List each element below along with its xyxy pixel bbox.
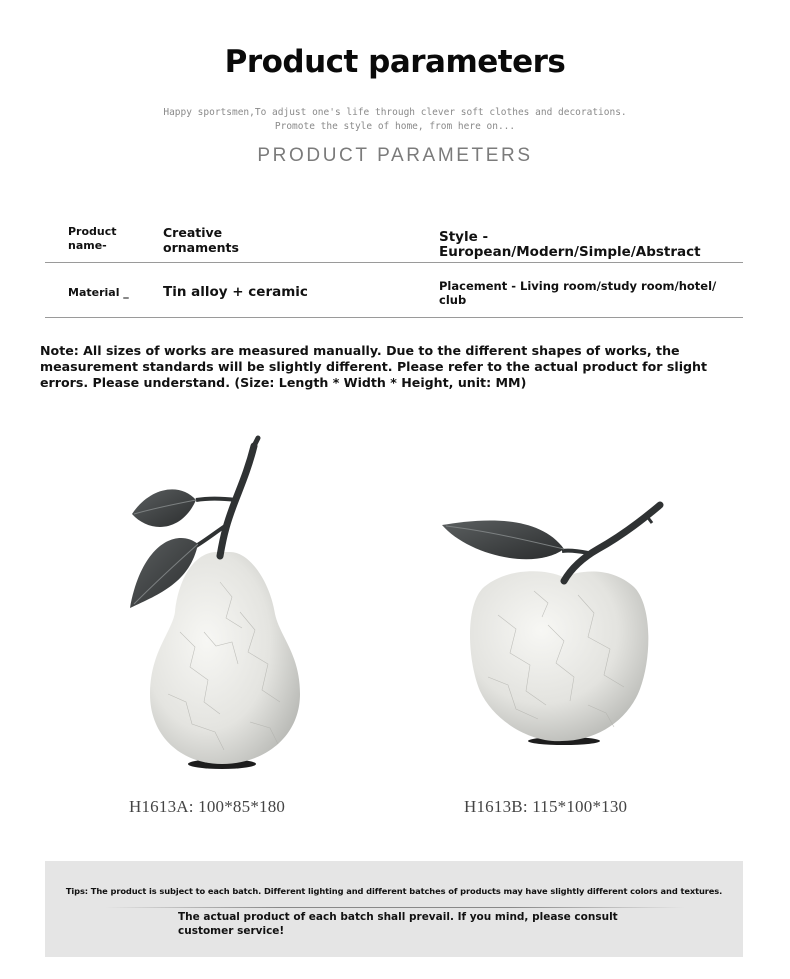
section-subtitle: PRODUCT PARAMETERS: [257, 145, 533, 166]
param-spec: Style - European/Modern/Simple/Abstract: [439, 229, 701, 260]
param-spec: Placement - Living room/study room/hotel/ club: [439, 279, 717, 307]
tips-consult-text: The actual product of each batch shall prevail. If you mind, please consult customer service!: [178, 911, 618, 937]
page-title: Product parameters: [224, 44, 566, 80]
pear-ornament-image: [120, 432, 320, 777]
param-value: Tin alloy + ceramic: [163, 284, 308, 300]
tagline-line-2: Promote the style of home, from here on...: [274, 121, 516, 132]
param-value: Creative ornaments: [163, 225, 239, 255]
parameter-row: [45, 210, 743, 263]
tips-text: Tips: The product is subject to each batch. Different lighting and different batches of products may have slightly different colors and textures.: [65, 886, 723, 896]
product-caption: H1613A: 100*85*180: [129, 797, 286, 816]
apple-ornament-icon: [438, 495, 678, 750]
measurement-note: Note: All sizes of works are measured manually. Due to the different shapes of works, the measurement standards will be slightly different. Please refer to the actual product for slight errors. Please understand. (Size: Length * Width * Height, unit: MM): [40, 343, 708, 390]
tips-box: [45, 861, 743, 957]
parameters-table: [45, 210, 743, 318]
pear-ornament-icon: [120, 432, 320, 777]
param-label: Product name-: [68, 225, 117, 252]
parameter-row: [45, 263, 743, 318]
product-caption: H1613B: 115*100*130: [464, 797, 628, 816]
divider: [105, 907, 685, 908]
tagline-line-1: Happy sportsmen,To adjust one's life through clever soft clothes and decorations.: [163, 107, 627, 118]
apple-ornament-image: [438, 495, 678, 750]
param-label: Material _: [68, 286, 129, 299]
